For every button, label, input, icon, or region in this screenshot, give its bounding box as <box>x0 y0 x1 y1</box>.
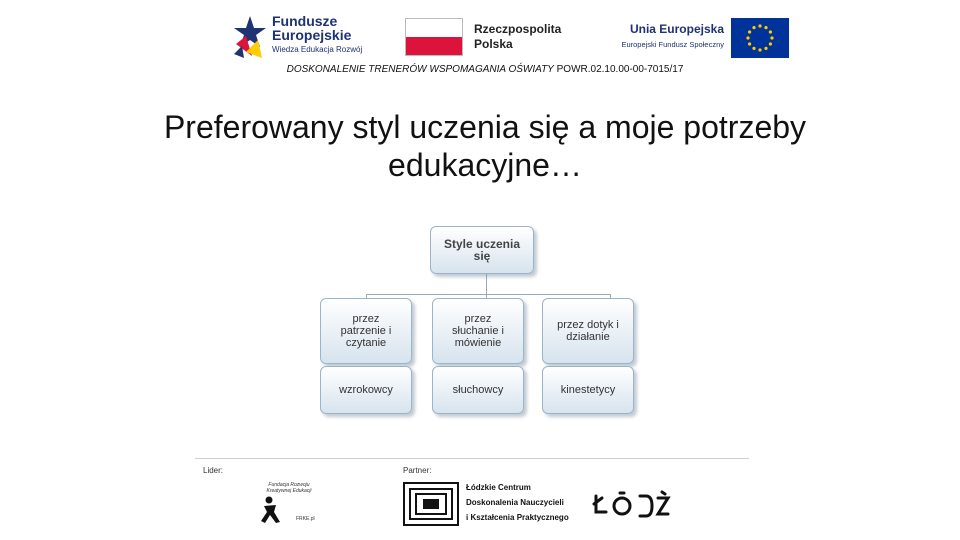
node-kinestetycy <box>542 366 634 414</box>
polish-flag-icon <box>405 18 463 56</box>
project-code: POWR.02.10.00-00-7015/17 <box>556 64 684 75</box>
node-root <box>430 226 534 274</box>
node-root-line2: się <box>473 249 491 263</box>
eu-flag-icon <box>731 18 789 58</box>
node-kinesthetic-line2: działanie <box>566 331 610 343</box>
fundusze-line1: Fundusze <box>272 13 338 29</box>
nested-squares-icon <box>405 484 457 524</box>
connector-horizontal <box>366 294 610 295</box>
node-wzrokowcy-label: wzrokowcy <box>339 384 393 396</box>
node-auditory-line3: mówienie <box>454 337 502 349</box>
node-visual-mode <box>320 298 412 364</box>
rp-line1: Rzeczpospolita <box>474 22 562 36</box>
node-visual-line2: patrzenie i <box>340 325 392 337</box>
node-kinesthetic-mode <box>542 298 634 364</box>
partner-line1: Łódzkie Centrum <box>466 483 531 492</box>
fundusze-star-icon <box>232 14 268 58</box>
node-sluchowcy-label: słuchowcy <box>452 384 504 396</box>
eu-stars-icon <box>731 18 789 58</box>
frke-org-name: Fundacja Rozwoju Kreatywnej Edukacji <box>266 482 312 494</box>
project-caption <box>0 64 960 75</box>
learning-styles-diagram <box>300 218 680 430</box>
node-auditory-mode <box>432 298 524 364</box>
footer-divider <box>195 458 749 459</box>
node-kinestetycy-label: kinestetycy <box>560 384 616 396</box>
rp-line2: Polska <box>474 37 513 51</box>
node-visual-line1: przez <box>352 313 380 325</box>
slide-title-line1: Preferowany styl uczenia się a moje potrzeby <box>163 109 807 145</box>
ue-line2: Europejski Fundusz Społeczny <box>621 40 724 49</box>
frke-small: FRKE.pl <box>296 516 315 522</box>
node-auditory-line2: słuchanie i <box>452 325 504 337</box>
connector-root-down <box>486 274 487 294</box>
node-root-line1: Style uczenia <box>443 237 521 251</box>
fundusze-line2: Europejskie <box>272 27 352 43</box>
slide-title-line2: edukacyjne… <box>388 147 582 183</box>
lider-label: Lider: <box>203 466 224 475</box>
fundusze-program: Wiedza Edukacja Rozwój <box>272 45 363 54</box>
node-sluchowcy <box>432 366 524 414</box>
ue-line1: Unia Europejska <box>629 22 724 36</box>
frke-logo <box>258 480 320 526</box>
partner-label: Partner: <box>403 466 432 475</box>
project-name: DOSKONALENIE TRENERÓW WSPOMAGANIA OŚWIATY <box>286 64 554 75</box>
slide-title <box>40 108 930 184</box>
lodz-city-logo-icon <box>592 490 672 518</box>
partner-line3: i Kształcenia Praktycznego <box>466 513 569 522</box>
partner-line2: Doskonalenia Nauczycieli <box>466 498 564 507</box>
node-wzrokowcy <box>320 366 412 414</box>
node-auditory-line1: przez <box>464 313 492 325</box>
running-figure-icon <box>260 496 286 524</box>
node-kinesthetic-line1: przez dotyk i <box>557 319 619 331</box>
node-visual-line3: czytanie <box>345 337 387 349</box>
lcdnikp-logo-icon <box>403 482 459 526</box>
fundusze-europejskie-logo <box>232 12 377 60</box>
